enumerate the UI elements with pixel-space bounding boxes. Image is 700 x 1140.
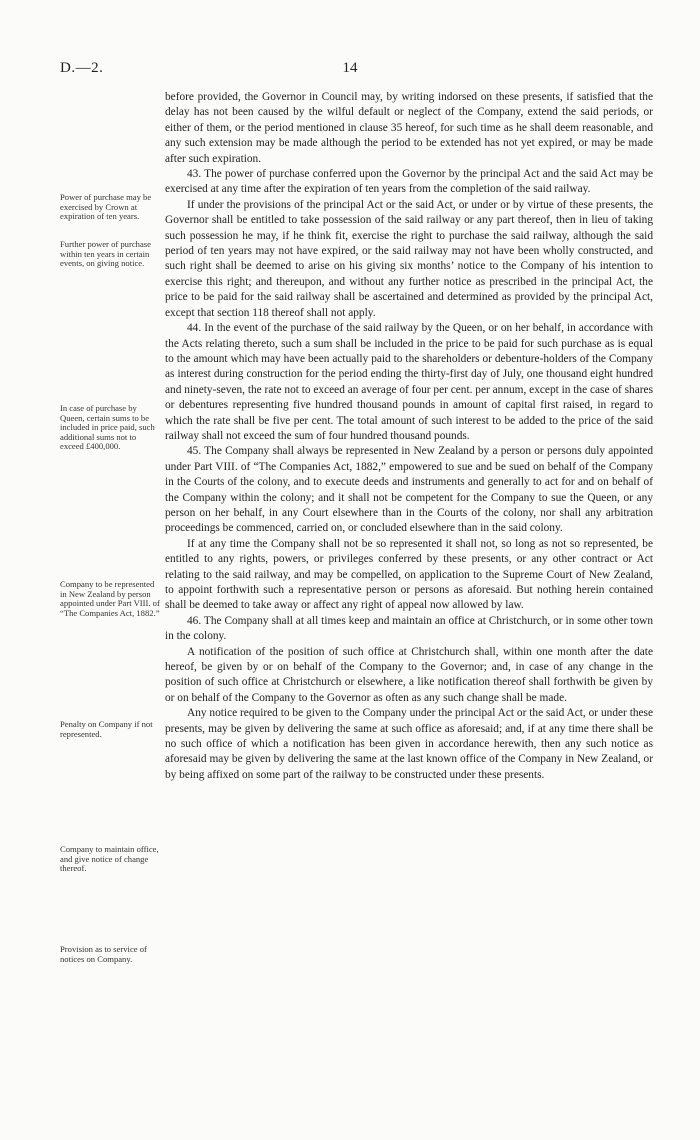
paragraph-clause-45: 45. The Company shall always be represented in New Zealand by a person or persons duly appointed under Part VIII. of “The Companies Act, 1882,” empowered to sue and be sued on behalf of the Company in the Courts of the colony, and to execute deeds and instruments and generally to act for and on behalf of the Company within the colony; and it shall not be competent for the Company to sue the Queen, or any person on her behalf, in any Court elsewhere than in the Courts of the colony, nor shall any arbitration proceedings be commenced, carried on, or concluded elsewhere than in the said colony. <box>165 445 653 535</box>
margin-note-service-of-notices: Provision as to service of notices on Company. <box>60 944 147 964</box>
paragraph-clause-46: 46. The Company shall at all times keep and maintain an office at Christchurch, or in some other town in the colony. <box>165 614 653 643</box>
body-text <box>165 90 653 783</box>
paragraph-continuation: before provided, the Governor in Council may, by writing indorsed on these presents, if satisfied that the delay has not been caused by the wilful default or neglect of the Company, extend the said periods, or either of them, or the period mentioned in clause 35 hereof, for such time as he shall deem reasonable, and any such extension may be made although the period to be extended has not yet expired, or may be made after such expiration. <box>165 91 653 165</box>
paragraph-clause-43: 43. The power of purchase conferred upon the Governor by the principal Act and the said Act may be exercised at any time after the expiration of ten years from the completion of the said railway. <box>165 168 653 196</box>
paragraph-office-notification: A notification of the position of such office at Christchurch shall, within one month after the date hereof, be given by or on behalf of the Company to the Governor; and, in case of any change in the position of such office at Christchurch or elsewhere, a like notification thereof shall forthwith be given by or on behalf of the Company to the Governor as often as any such change shall be made. <box>165 645 653 704</box>
paragraph-penalty: If at any time the Company shall not be so represented it shall not, so long as not so represented, be entitled to any rights, powers, or privileges conferred by these presents, or any other contract or Act relating to the said railway, and may be compelled, on application to the Supreme Court of New Zealand, to appoint forthwith such a representative person or persons as aforesaid. But nothing herein contained shall be deemed to take away or affect any right of appeal now allowed by law. <box>165 537 653 612</box>
margin-note-office: Company to maintain office, and give notice of change thereof. <box>60 844 159 874</box>
paragraph-purchase-within-ten-years: If under the provisions of the principal Act or the said Act, or under or by virtue of these presents, the Governor shall be entitled to take possession of the said railway or any part thereof, then in lieu of taking such possession he may, if he think fit, exercise the right to purchase the said railway, although the said period of ten years may not have expired, or the said railway may not have been wholly constructed, and such right shall be deemed to arise on his giving six months’ notice to the Company of his intention to exercise this right; and thereupon, and without any further notice as prescribed in the principal Act, the price to be paid for the said railway shall be ascertained and determined as provided by the principal Act, except that section 118 thereof shall not apply. <box>165 198 653 319</box>
page-number: 14 <box>342 60 358 76</box>
margin-note-purchase-price-sums: In case of purchase by Queen, certain sums to be included in price paid, such additional sums not to exceed £400,000. <box>60 403 155 452</box>
margin-note-purchase-after-ten-years: Power of purchase may be exercised by Crown at expiration of ten years. <box>60 192 152 222</box>
margin-note-company-representation: Company to be represented in New Zealand by person appointed under Part VIII. of “The Companies Act, 1882.” <box>60 579 160 618</box>
margin-note-penalty: Penalty on Company if not represented. <box>60 719 153 739</box>
document-reference: D.—2. <box>60 60 104 76</box>
paragraph-service-of-notices: Any notice required to be given to the Company under the principal Act or the said Act, or under these presents, may be given by delivering the same at such office as aforesaid; and, if at any time there shall be no such office of which a notification has been given in accordance herewith, then any such notice as aforesaid may be given by delivering the same at the last known office of the Company in New Zealand, or by being affixed on some part of the railway to be constructed under these presents. <box>165 707 653 781</box>
margin-note-purchase-within-ten-years: Further power of purchase within ten years in certain events, on giving notice. <box>60 239 151 269</box>
paragraph-clause-44: 44. In the event of the purchase of the said railway by the Queen, or on her behalf, in accordance with the Acts relating thereto, such a sum shall be included in the price to be paid for such purchase as is equal to the amount which may have been actually paid to the shareholders or debenture-holders of the Company as interest during construction for the period ending the thirty-first day of July, one thousand eight hundred and ninety-seven, the rate not to exceed an average of four per cent. per annum, except in the case of shares or debentures representing five hundred thousand pounds in amount of capital first raised, in regard to which the rate shall be five per cent. The total amount of such interest to be added to the price of the said railway shall not exceed the sum of four hundred thousand pounds. <box>165 322 653 442</box>
